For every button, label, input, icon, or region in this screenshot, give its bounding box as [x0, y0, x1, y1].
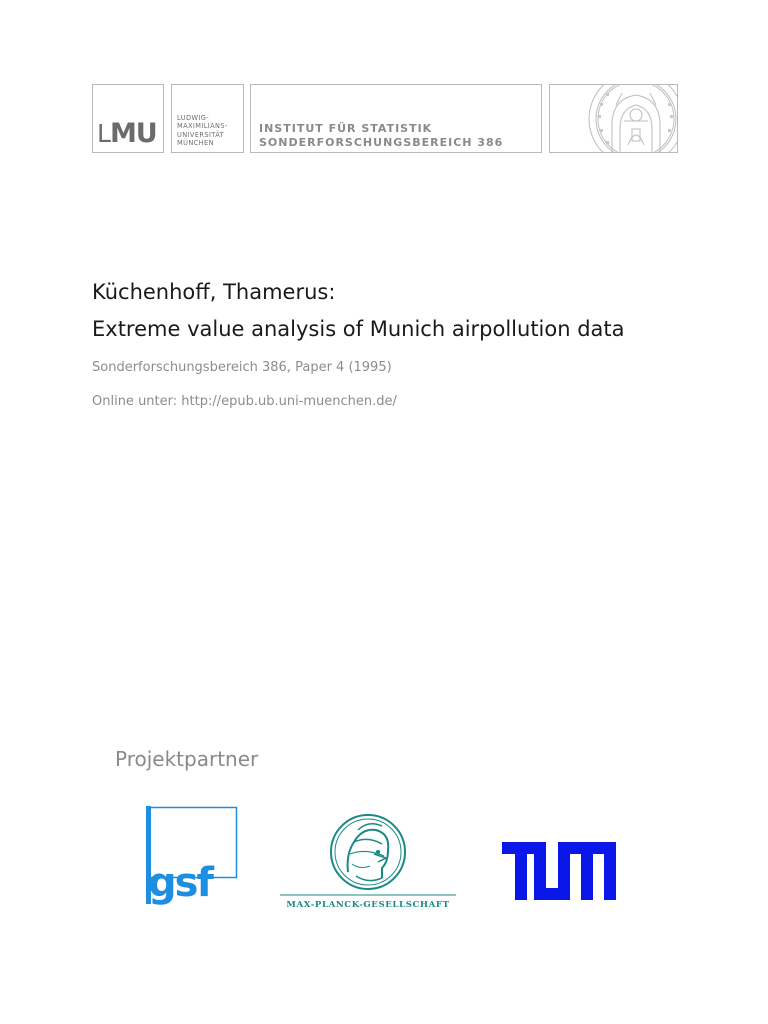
tum-logo-graphic [502, 842, 616, 900]
university-seal-icon [550, 85, 678, 153]
max-planck-logo-text: MAX-PLANCK-GESELLSCHAFT [286, 900, 450, 910]
institute-name [259, 122, 503, 150]
university-name-box [171, 84, 244, 153]
max-planck-minerva-icon [278, 814, 458, 910]
max-planck-logo [278, 814, 458, 910]
university-name [177, 114, 228, 148]
document-online-link[interactable]: Online unter: http://epub.ub.uni-muenchen.de/ [92, 394, 397, 409]
document-title: Extreme value analysis of Munich airpollution data [92, 317, 625, 341]
partner-heading: Projektpartner [115, 747, 259, 771]
lmu-logo-box [92, 84, 164, 153]
gsf-logo-text: gsf [148, 860, 212, 906]
university-line: LUDWIG- [177, 114, 210, 122]
gsf-logo-graphic [146, 806, 238, 906]
institute-line: SONDERFORSCHUNGSBEREICH 386 [259, 136, 504, 149]
university-line: MAXIMILIANS- [177, 122, 228, 131]
gsf-logo [146, 806, 238, 906]
lmu-logo [97, 119, 157, 149]
university-line: UNIVERSITÄT [177, 130, 225, 139]
document-authors: Küchenhoff, Thamerus: [92, 280, 336, 304]
institute-box [250, 84, 542, 153]
seal-box [549, 84, 678, 153]
tum-logo [502, 842, 616, 900]
university-line: MÜNCHEN [177, 139, 214, 148]
lmu-logo-l: L [97, 119, 110, 148]
document-series: Sonderforschungsbereich 386, Paper 4 (1995) [92, 360, 392, 375]
institute-line: INSTITUT FÜR STATISTIK [259, 122, 433, 135]
lmu-logo-mu: MU [109, 118, 157, 149]
